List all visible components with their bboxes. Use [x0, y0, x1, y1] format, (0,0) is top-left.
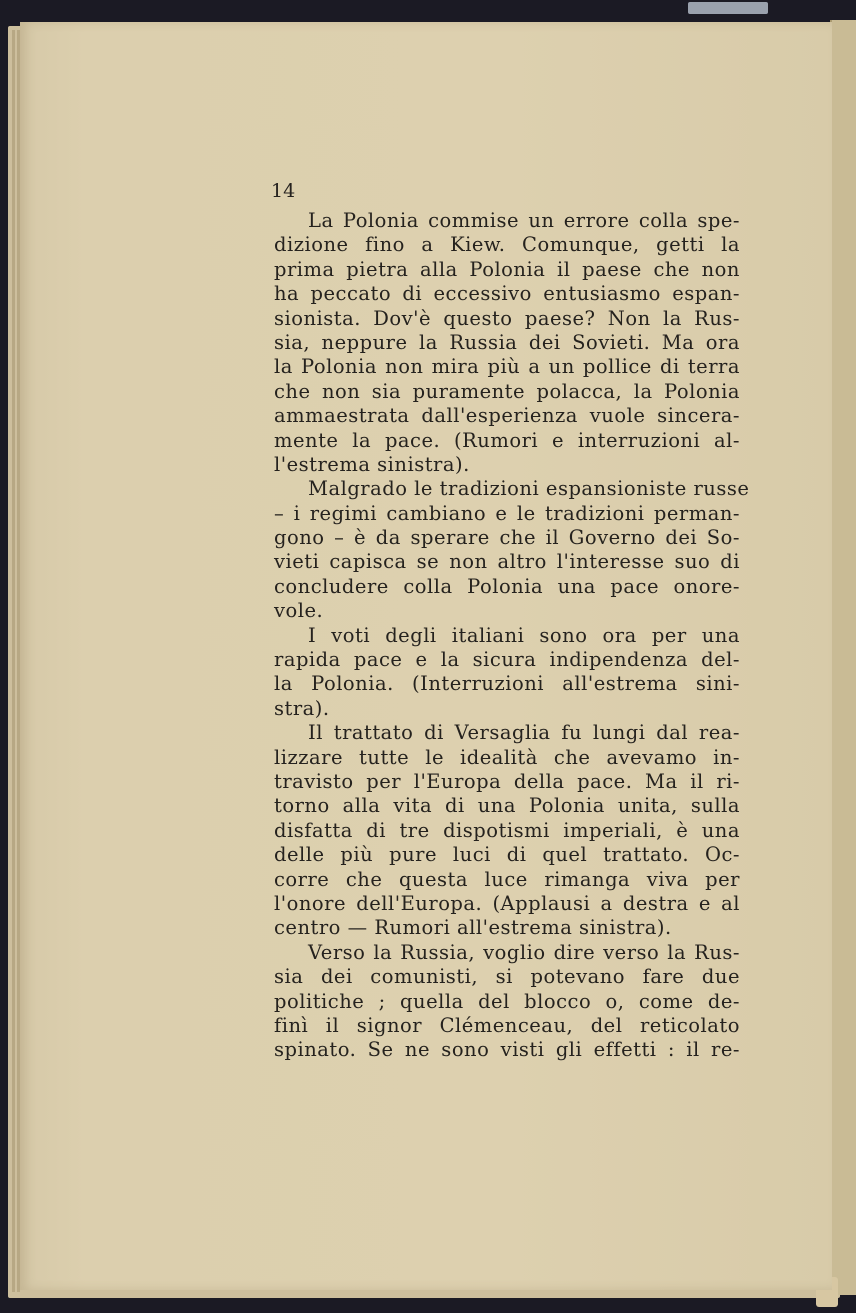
text-line: concludere colla Polonia una pace onore- — [274, 574, 740, 598]
text-line: vole. — [274, 599, 324, 623]
text-line: ammaestrata dall'esperienza vuole sincera- — [274, 404, 740, 428]
text-line: rapida pace e la sicura indipendenza del- — [274, 648, 740, 672]
text-line: l'estrema sinistra). — [274, 452, 470, 476]
text-line: prima pietra alla Polonia il paese che non — [274, 257, 740, 281]
text-line: disfatta di tre dispotismi imperiali, è una — [274, 818, 740, 842]
text-line: gono – è da sperare che il Governo dei So- — [274, 526, 740, 550]
book-corner-tab — [688, 2, 768, 14]
text-line: sia, neppure la Russia dei Sovieti. Ma ora — [274, 330, 740, 354]
text-line: La Polonia commise un errore colla spe- — [308, 209, 740, 232]
text-line: Verso la Russia, voglio dire verso la Rus- — [308, 940, 740, 964]
text-line: vieti capisca se non altro l'interesse suo di — [274, 550, 740, 574]
text-line: la Polonia non mira più a un pollice di terra — [274, 355, 740, 379]
text-line: delle più pure luci di quel trattato. Oc- — [274, 843, 740, 867]
page-edge — [12, 30, 15, 1292]
page-number: 14 — [271, 180, 296, 202]
text-line: che non sia puramente polacca, la Polonia — [274, 379, 740, 403]
text-line: dizione fino a Kiew. Comunque, getti la — [274, 233, 740, 257]
text-line: travisto per l'Europa della pace. Ma il ri- — [274, 769, 740, 793]
text-line: stra). — [274, 696, 330, 720]
body-text — [274, 209, 750, 1063]
text-line: – i regimi cambiano e le tradizioni perman- — [274, 501, 740, 525]
text-line: Il trattato di Versaglia fu lungi dal rea- — [308, 721, 740, 745]
text-line: mente la pace. (Rumori e interruzioni al- — [274, 428, 740, 452]
text-line: sionista. Dov'è questo paese? Non la Rus- — [274, 306, 740, 330]
text-line: l'onore dell'Europa. (Applausi a destra e al — [274, 891, 740, 915]
text-line: Malgrado le tradizioni espansioniste russe — [308, 477, 750, 501]
text-line: lizzare tutte le idealità che avevamo in- — [274, 745, 740, 769]
text-line: sia dei comunisti, si potevano fare due — [274, 965, 740, 989]
text-line: ha peccato di eccessivo entusiasmo espan- — [274, 282, 740, 306]
text-line: torno alla vita di una Polonia unita, sulla — [274, 794, 740, 818]
text-line: la Polonia. (Interruzioni all'estrema sini- — [274, 672, 740, 696]
text-line: politiche ; quella del blocco o, come de- — [274, 989, 740, 1013]
text-line: finì il signor Clémenceau, del reticolato — [274, 1013, 740, 1037]
text-line: corre che questa luce rimanga viva per — [274, 867, 740, 891]
text-line: I voti degli italiani sono ora per una — [308, 623, 740, 647]
text-line: centro — Rumori all'estrema sinistra). — [274, 916, 672, 940]
text-line: spinato. Se ne sono visti gli effetti : il re- — [274, 1038, 740, 1062]
next-page-edge — [830, 20, 856, 1295]
